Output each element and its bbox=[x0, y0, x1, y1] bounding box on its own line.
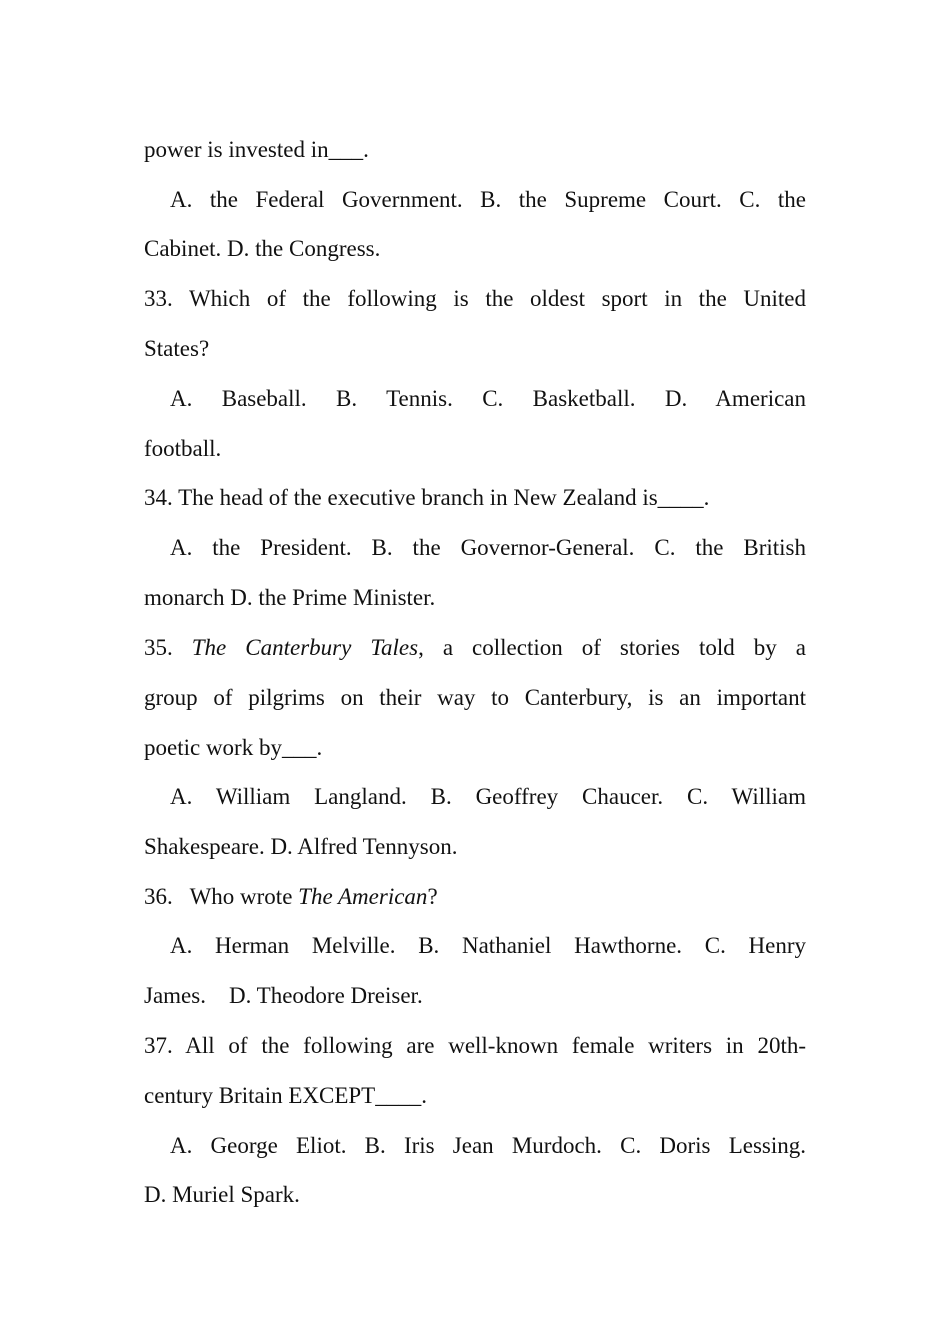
q32-stem-end: power is invested in___. bbox=[144, 137, 369, 162]
q32-options-line2: Cabinet. D. the Congress. bbox=[144, 236, 381, 261]
q37-stem-line2: century Britain EXCEPT____. bbox=[144, 1083, 427, 1108]
q35-title: The Canterbury Tales bbox=[191, 635, 419, 660]
q35-stem-line2: group of pilgrims on their way to Canterbury, is an important bbox=[144, 685, 806, 710]
q35-stem-rest: , a collection of stories told by a bbox=[418, 635, 807, 660]
q34-options-line1: A. the President. B. the Governor-General. C. the British bbox=[170, 535, 806, 560]
q36-options-line2: James. D. Theodore Dreiser. bbox=[144, 983, 423, 1008]
q35-stem-line3: poetic work by___. bbox=[144, 735, 323, 760]
q33-options-line2: football. bbox=[144, 436, 222, 461]
q37-options-line2: D. Muriel Spark. bbox=[144, 1182, 300, 1207]
q36-stem-suffix: ? bbox=[427, 884, 438, 909]
q35-options-line1: A. William Langland. B. Geoffrey Chaucer. C. William bbox=[170, 784, 806, 809]
q34-stem-line1: 34. The head of the executive branch in New Zealand is____. bbox=[144, 485, 710, 510]
q36-title: The American bbox=[298, 884, 428, 909]
q35-options-line2: Shakespeare. D. Alfred Tennyson. bbox=[144, 834, 458, 859]
q35-stem-line1 bbox=[144, 633, 806, 663]
q36-stem-line1 bbox=[144, 882, 806, 912]
q33-stem-line2: States? bbox=[144, 336, 210, 361]
q32-options-line1: A. the Federal Government. B. the Supreme Court. C. the bbox=[170, 187, 806, 212]
q33-options-line1: A. Baseball. B. Tennis. C. Basketball. D. American bbox=[170, 386, 806, 411]
q34-options-line2: monarch D. the Prime Minister. bbox=[144, 585, 436, 610]
q35-number: 35. bbox=[144, 635, 173, 660]
q36-options-line1: A. Herman Melville. B. Nathaniel Hawthorne. C. Henry bbox=[170, 933, 806, 958]
q37-options-line1: A. George Eliot. B. Iris Jean Murdoch. C. Doris Lessing. bbox=[170, 1133, 806, 1158]
q33-stem-line1: 33. Which of the following is the oldest sport in the United bbox=[144, 286, 806, 311]
q37-stem-line1: 37. All of the following are well-known female writers in 20th- bbox=[144, 1033, 806, 1058]
q36-stem-prefix: 36. Who wrote bbox=[144, 884, 299, 909]
